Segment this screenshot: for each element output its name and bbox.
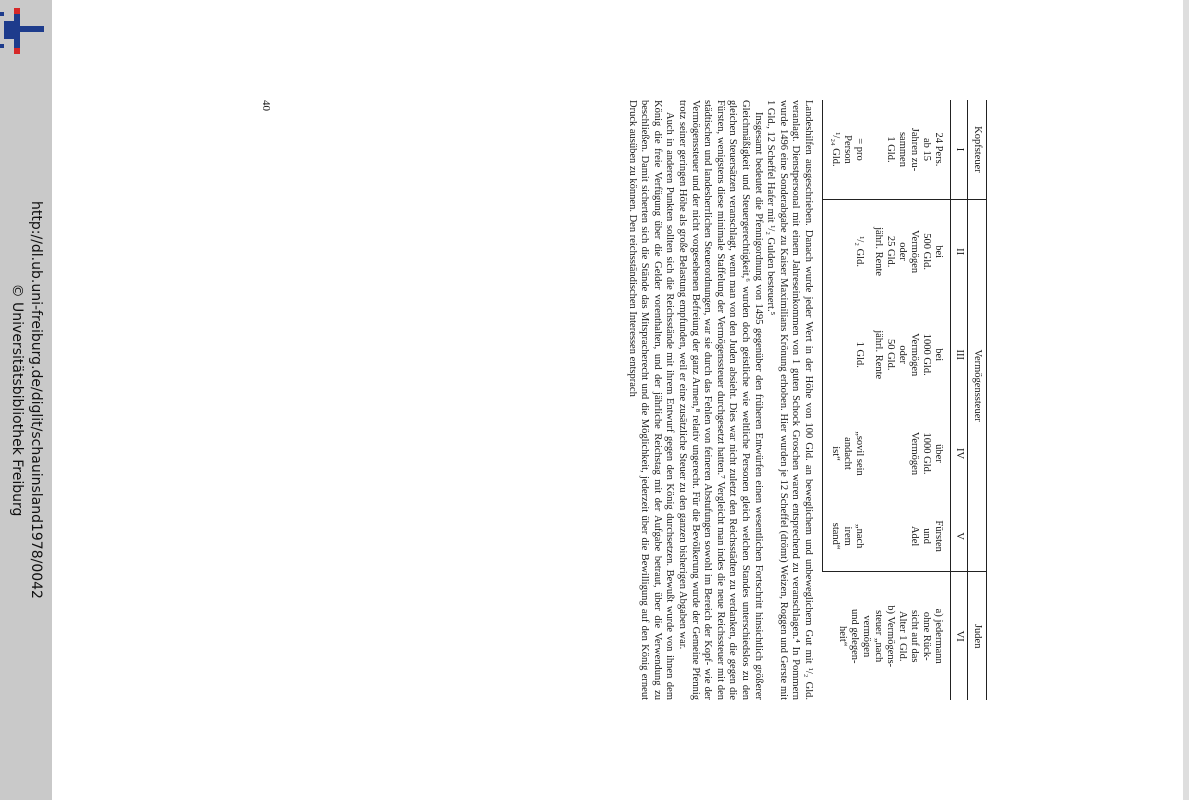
paragraph: Insgesamt bedeutet die Pfennigordnung von 1495 gegenüber den früheren Entwürfen einen wesentlichen Fortschritt hinsichtlich größerer Gleichmäßigkeit und Steuergerechtigkeit,⁶ wurden doch geistliche wie weltliche Personen gleich welchen Standes unterschiedslos zu den gleichen Steuersätzen veranschlagt, wenn man von den Juden absieht. Dies war nicht zuletzt den Reichsstädten zu verdanken, die gegen die Fürsten, wenigstens diese minimale Staffelung der Vermögenssteuer durchgesetzt hatten.⁷ Vergleicht man indes die neue Reichssteuer mit den städtischen und landesherrlichen Steuerordnungen, war sie durch das Fehlen von feineren Abstufungen sowohl im Bereich der Kopf- wie der Vermögenssteuer und der nicht vorgesehenen Befreiung der ganz Armen,⁸ relativ ungerecht. Für die Bevölkerung wurde der Gemeine Pfennig trotz seiner geringen Höhe als große Belastung empfunden, weil er eine zusätzliche Steuer zu den ganzen bisherigen Abgaben war.	[677, 100, 764, 700]
header-kopfsteuer: Kopfsteuer	[968, 100, 987, 199]
col-number: V	[951, 501, 968, 572]
header-juden: Juden	[968, 572, 987, 700]
table-cell: bei 500 Gld. Vermögen oder 25 Gld. jährl. Rente	[871, 199, 951, 303]
page-content	[255, 100, 995, 700]
source-info	[7, 0, 45, 800]
header-vermoegenssteuer: Vermögenssteuer	[968, 199, 987, 572]
table-cell: = pro Person ¹/₂₄ Gld.	[823, 100, 872, 199]
page-number: 40	[259, 100, 272, 111]
table-cell: 1 Gld.	[823, 303, 872, 406]
table-cell: ¹/₂ Gld.	[823, 199, 872, 303]
paragraph: Landeshilfen ausgeschrieben. Danach wurde jeder Wert in der Höhe von 100 Gld. an beweglichem und unbeweglichem Gut mit ¹/₂ Gld. veranlagt. Dienstpersonal mit einem Jahreseinkommen von 1 guten Schock Groschen waren entsprechend zu veranschlagen.⁴ In Pommern wurde 1496 eine Sonderabgabe zu Kaiser Maximilians Krönung erhoben. Hier wurden je 12 Scheffel (drömt) Weizen, Roggen und Gerste mit 1 Gld., 12 Scheffel Hafer mit ¹/₂ Gulden besteuert.⁵	[765, 100, 814, 700]
body-text	[625, 100, 814, 700]
source-url: http://dl.ub.uni-freiburg.de/diglit/schauinsland1978/0042	[28, 201, 44, 599]
page-scan	[255, 100, 995, 700]
viewer-sidebar	[0, 0, 52, 800]
table-cell: „nach irem stand“	[823, 501, 872, 572]
col-number: II	[951, 199, 968, 303]
table-cell: über 1000 Gld. Vermögen	[909, 431, 944, 476]
col-number: IV	[951, 406, 968, 501]
col-number: VI	[951, 572, 968, 700]
paragraph: Auch in anderen Punkten sollten sich die Reichsstände mit ihrem Entwurf gegen den König durchsetzen. Bewußt wurde von ihnen dem König die freie Verfügung über die Gelder vorenthalten, und der jährliche Reichstag mit der Aufgabe betraut, über die Verwendung zu beschließen. Damit sicherten sich die Stände das Mitspracherecht und die Möglichkeit, jederzeit über die Bewilligung auf den König erneut Druck ausüben zu können. Den reichsständischen Interessen entsprach	[626, 100, 676, 700]
table-cell: a) jedermann ohne Rück- sicht auf das Alter 1 Gld. b) Vermögens- steuer „nach vermögen und gelegen- heit“	[823, 572, 951, 700]
col-number: I	[951, 100, 968, 199]
table-cell: Fürsten und Adel	[909, 520, 944, 552]
table-cell: „sovil sein andacht ist“	[823, 406, 872, 501]
tax-table	[822, 100, 987, 700]
copyright-notice: © Universitätsbibliothek Freiburg	[9, 283, 25, 517]
table-cell: 24 Pers. ab 15 Jahren zu- sammen 1 Gld.	[885, 127, 944, 172]
col-number: III	[951, 303, 968, 406]
table-cell: bei 1000 Gld. Vermögen oder 50 Gld. jährl. Rente	[873, 330, 944, 380]
table-row	[871, 100, 951, 700]
scroll-edge	[1183, 0, 1189, 800]
